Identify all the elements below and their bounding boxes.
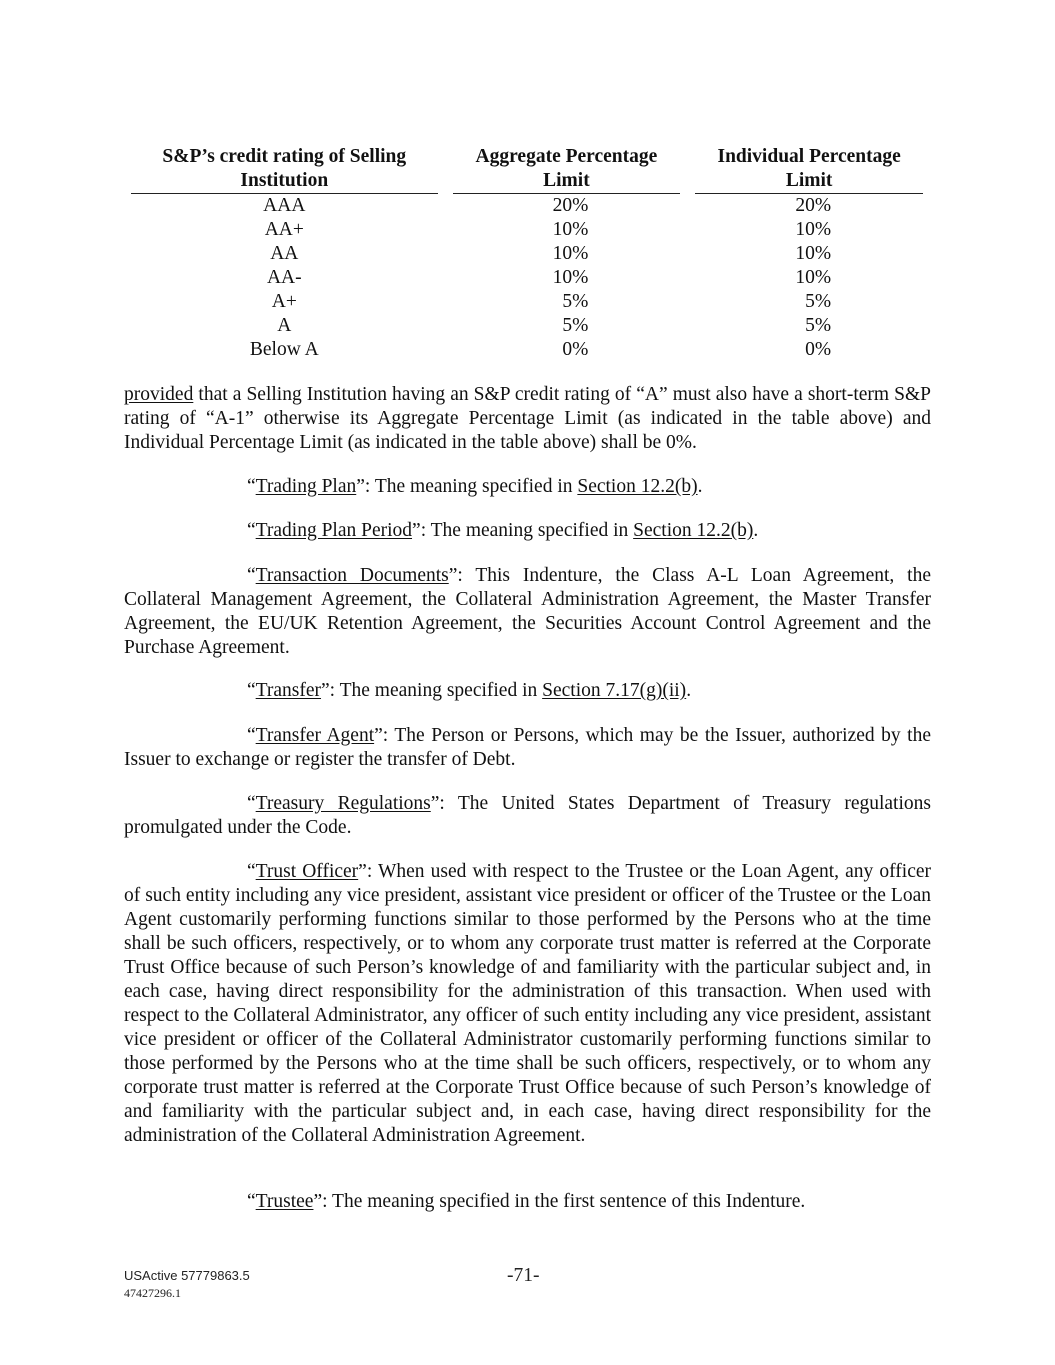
- proviso-paragraph: provided that a Selling Institution having an S&P credit rating of “A” must also have a short-term S&P rating of “A-1” otherwise its Aggregate Percentage Limit (as indicated in the table above) and Individual Percentage Limit (as indicated in the table above) shall be 0%.: [124, 384, 931, 453]
- table-row: [131, 338, 923, 362]
- definition-trading-plan-period: “Trading Plan Period”: The meaning specified in Section 12.2(b).: [247, 520, 759, 541]
- table-row: [131, 242, 923, 266]
- aggregate-cell: 5%: [562, 315, 589, 336]
- defined-term: Trustee: [255, 1191, 314, 1212]
- definition-transfer: “Transfer”: The meaning specified in Section 7.17(g)(ii).: [247, 680, 692, 701]
- table-row: [131, 266, 923, 290]
- defined-term: Treasury Regulations: [255, 793, 431, 814]
- aggregate-cell: 10%: [552, 219, 589, 240]
- section-reference-link[interactable]: Section 12.2(b): [633, 520, 754, 541]
- definition-trading-plan: “Trading Plan”: The meaning specified in Section 12.2(b).: [247, 476, 703, 497]
- definition-treasury-regulations: “Treasury Regulations”: The United States Department of Treasury regulations promulgated under the Code.: [124, 793, 931, 838]
- defined-term: Trading Plan: [255, 476, 357, 497]
- table-row: [131, 194, 923, 218]
- individual-cell: 10%: [795, 267, 832, 288]
- rating-cell: AA-: [266, 267, 302, 288]
- individual-cell: 0%: [805, 339, 832, 360]
- table-row: [131, 314, 923, 338]
- table-row: [131, 218, 923, 242]
- rating-cell: AAA: [263, 195, 306, 216]
- aggregate-cell: 20%: [552, 195, 589, 216]
- rating-cell: AA+: [264, 219, 304, 240]
- defined-term: Trust Officer: [255, 861, 359, 882]
- table-row: [131, 290, 923, 314]
- aggregate-cell: 10%: [552, 243, 589, 264]
- definition-trust-officer: “Trust Officer”: When used with respect to the Trustee or the Loan Agent, any officer of such entity including any vice president, assistant vice president or officer of the Trustee or the Loan Agent customarily performing functions similar to those performed by the Persons who at the time shall be such officers, respectively, or to whom any corporate trust matter is referred at the Corporate Trust Office because of such Person’s knowledge of and familiarity with the particular subject and, in each case, having direct responsibility for the administration of this transaction. When used with respect to the Collateral Administrator, any officer of such entity including any vice president, assistant vice president or officer of the Collateral Administrator customarily performing functions similar to those performed by the Persons who at the time shall be such officers, respectively, or to whom any corporate trust matter is referred at the Corporate Trust Office because of such Person’s knowledge of and familiarity with the particular subject and, in each case, having direct responsibility for the administration of the Collateral Administration Agreement.: [124, 861, 931, 1146]
- defined-term: Transfer: [255, 680, 322, 701]
- aggregate-cell: 5%: [562, 291, 589, 312]
- header-individual-limit: Individual Percentage Limit: [695, 145, 923, 194]
- section-reference-link[interactable]: Section 12.2(b): [577, 476, 698, 497]
- aggregate-cell: 10%: [552, 267, 589, 288]
- footer-sub-id: 47427296.1: [124, 1286, 181, 1300]
- aggregate-cell: 0%: [562, 339, 589, 360]
- rating-cell: Below A: [249, 339, 319, 360]
- table-header-row: [131, 145, 923, 194]
- definition-transaction-documents: “Transaction Documents”: This Indenture, the Class A-L Loan Agreement, the Collateral Management Agreement, the Collateral Administration Agreement, the Master Transfer Agreement, the EU/UK Retention Agreement, the Securities Account Control Agreement and the Purchase Agreement.: [124, 565, 931, 658]
- header-aggregate-limit: Aggregate Percentage Limit: [453, 145, 681, 194]
- individual-cell: 5%: [805, 291, 832, 312]
- individual-cell: 10%: [795, 243, 832, 264]
- provided-term: provided: [124, 384, 194, 405]
- credit-rating-limit-table: [131, 145, 923, 362]
- header-credit-rating: S&P’s credit rating of Selling Institution: [131, 145, 438, 194]
- footer-doc-id: USActive 57779863.5: [124, 1268, 250, 1283]
- definition-transfer-agent: “Transfer Agent”: The Person or Persons, which may be the Issuer, authorized by the Issuer to exchange or register the transfer of Debt.: [124, 725, 932, 770]
- section-reference-link[interactable]: Section 7.17(g)(ii): [542, 680, 687, 701]
- defined-term: Transfer Agent: [255, 725, 375, 746]
- rating-cell: A+: [271, 291, 297, 312]
- individual-cell: 5%: [805, 315, 832, 336]
- definition-trustee: “Trustee”: The meaning specified in the first sentence of this Indenture.: [247, 1191, 806, 1212]
- page-number: -71-: [507, 1265, 540, 1286]
- footer-document-id: [124, 1268, 250, 1300]
- rating-cell: AA: [270, 243, 299, 264]
- rating-cell: A: [277, 315, 292, 336]
- individual-cell: 20%: [795, 195, 832, 216]
- individual-cell: 10%: [795, 219, 832, 240]
- defined-term: Trading Plan Period: [255, 520, 413, 541]
- defined-term: Transaction Documents: [255, 565, 449, 586]
